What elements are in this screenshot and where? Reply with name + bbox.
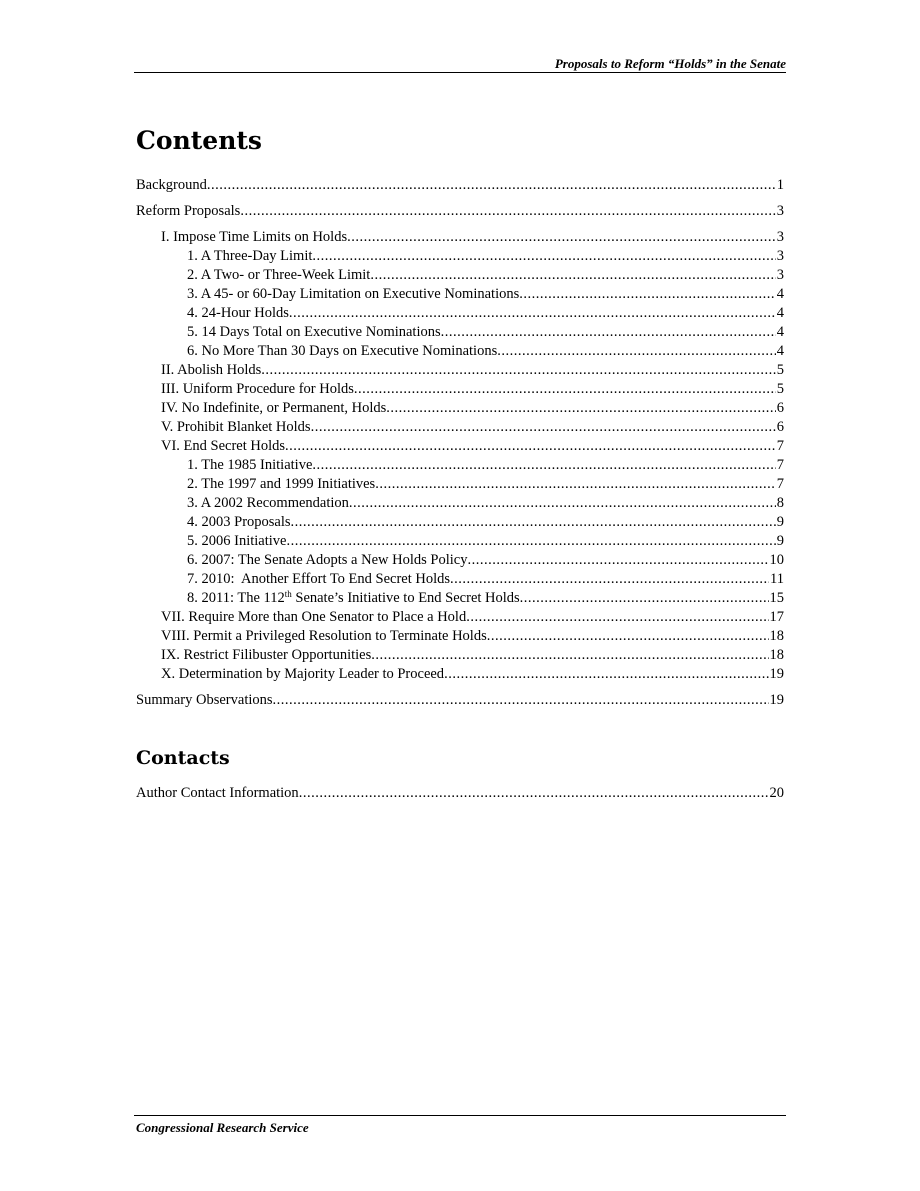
toc-entry-2006-initiative[interactable]: 5. 2006 Initiative ..... 9 [136,532,784,551]
running-header: Proposals to Reform “Holds” in the Senate [554,56,786,71]
toc-page-number: 4 [776,343,784,359]
toc-page-number: 5 [776,381,784,397]
footer-rule [134,1115,786,1116]
toc-page-number: 7 [776,476,784,492]
toc-page-number: 4 [776,305,784,321]
toc-entry-no-indefinite-holds[interactable]: IV. No Indefinite, or Permanent, Holds ..... 6 [136,399,784,418]
toc-entry-more-than-one-senator[interactable]: VII. Require More than One Senator to Place a Hold ..... 17 [136,608,784,627]
toc-entry-privileged-resolution[interactable]: VIII. Permit a Privileged Resolution to Terminate Holds ..... 18 [136,627,784,646]
contacts-list [136,784,784,803]
toc-page-number: 5 [776,362,784,378]
toc-entry-24-hour-holds[interactable]: 4. 24-Hour Holds ..... 4 [136,304,784,323]
toc-page-number: 1 [776,177,784,193]
contacts-heading: Contacts [136,747,230,769]
toc-entry-background[interactable]: Background ..... 1 [136,176,784,195]
running-footer: Congressional Research Service [136,1120,309,1135]
toc-page-number: 6 [776,419,784,435]
toc-entry-2002-recommendation[interactable]: 3. A 2002 Recommendation ..... 8 [136,494,784,513]
toc-page-number: 10 [769,552,784,568]
toc-entry-three-day-limit[interactable]: 1. A Three-Day Limit ..... 3 [136,247,784,266]
toc-entry-two-three-week-limit[interactable]: 2. A Two- or Three-Week Limit ..... 3 [136,266,784,285]
toc-entry-2010-effort[interactable]: 7. 2010: Another Effort To End Secret Holds ..... 11 [136,570,784,589]
toc-entry-restrict-filibuster[interactable]: IX. Restrict Filibuster Opportunities ..... 18 [136,646,784,665]
toc-entry-end-secret-holds[interactable]: VI. End Secret Holds ..... 7 [136,437,784,456]
toc-entry-uniform-procedure[interactable]: III. Uniform Procedure for Holds ..... 5 [136,380,784,399]
toc-entry-author-contact[interactable]: Author Contact Information ..... 20 [136,784,784,803]
toc-entry-time-limits[interactable]: I. Impose Time Limits on Holds ..... 3 [136,228,784,247]
toc-page-number: 9 [776,514,784,530]
toc-page-number: 6 [776,400,784,416]
toc-page-number: 4 [776,324,784,340]
toc-page-number: 11 [770,571,784,587]
toc-page-number: 20 [769,785,784,801]
toc-entry-1985-initiative[interactable]: 1. The 1985 Initiative ..... 7 [136,456,784,475]
toc-entry-majority-leader[interactable]: X. Determination by Majority Leader to Proceed ..... 19 [136,665,784,684]
toc-page-number: 3 [776,267,784,283]
toc-page-number: 7 [776,438,784,454]
toc-entry-2003-proposals[interactable]: 4. 2003 Proposals ..... 9 [136,513,784,532]
toc-entry-2007-new-holds-policy[interactable]: 6. 2007: The Senate Adopts a New Holds Policy ..... 10 [136,551,784,570]
toc-entry-no-more-than-30-days[interactable]: 6. No More Than 30 Days on Executive Nominations ..... 4 [136,342,784,361]
toc-entry-reform-proposals[interactable]: Reform Proposals ..... 3 [136,202,784,221]
toc-page-number: 17 [769,609,784,625]
toc-page-number: 7 [776,457,784,473]
toc-entry-summary-observations[interactable]: Summary Observations ..... 19 [136,691,784,710]
table-of-contents [136,176,784,710]
toc-page-number: 8 [776,495,784,511]
toc-page-number: 15 [769,590,784,606]
toc-entry-1997-1999-initiatives[interactable]: 2. The 1997 and 1999 Initiatives ..... 7 [136,475,784,494]
toc-entry-abolish-holds[interactable]: II. Abolish Holds ..... 5 [136,361,784,380]
header-rule [134,72,786,73]
toc-page-number: 9 [776,533,784,549]
toc-entry-45-60-day-limitation[interactable]: 3. A 45- or 60-Day Limitation on Executive Nominations ..... 4 [136,285,784,304]
toc-page-number: 3 [776,203,784,219]
toc-page-number: 3 [776,248,784,264]
toc-page-number: 18 [769,647,784,663]
toc-page-number: 19 [769,666,784,682]
toc-entry-prohibit-blanket-holds[interactable]: V. Prohibit Blanket Holds ..... 6 [136,418,784,437]
toc-page-number: 4 [776,286,784,302]
toc-page-number: 18 [769,628,784,644]
toc-page-number: 3 [776,229,784,245]
contents-heading: Contents [136,126,263,155]
toc-entry-14-days-total[interactable]: 5. 14 Days Total on Executive Nominations ..... 4 [136,323,784,342]
toc-page-number: 19 [769,692,784,708]
toc-entry-2011-112th-senate[interactable]: 8. 2011: The 112th Senate’s Initiative to End Secret Holds ..... 15 [136,589,784,608]
